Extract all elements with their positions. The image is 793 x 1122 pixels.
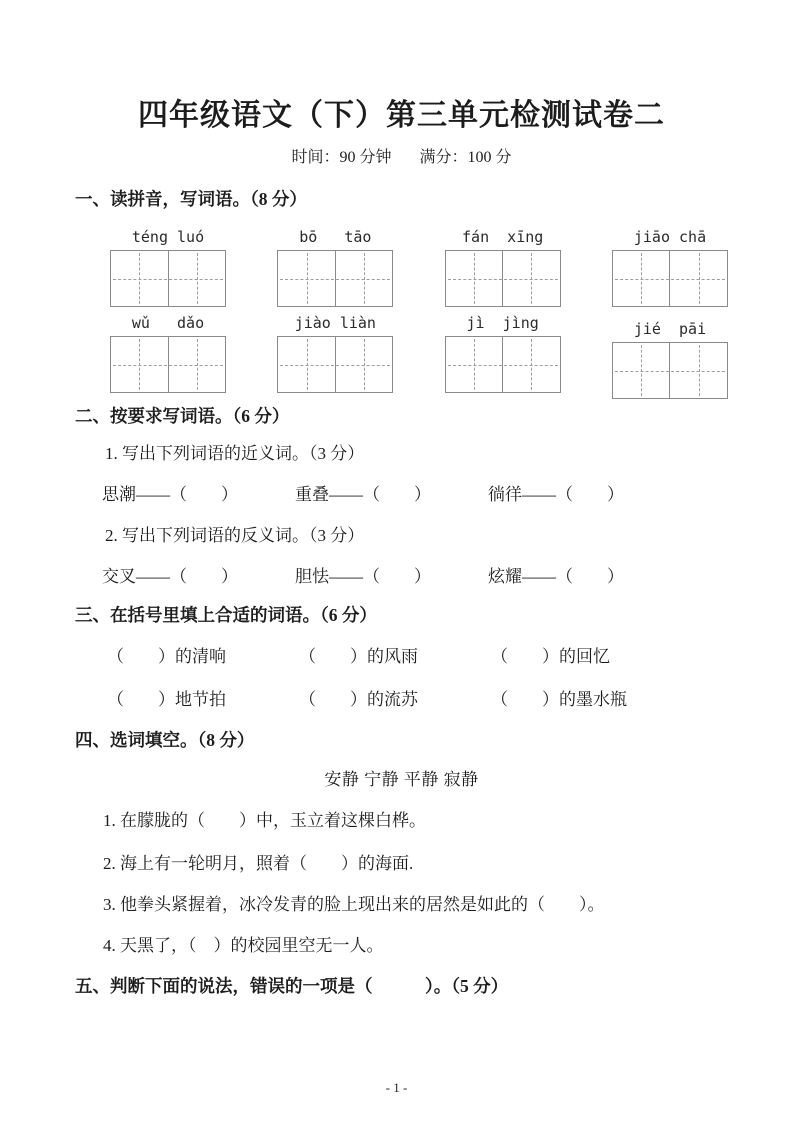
antonym-blank: 胆怯——（ ） [295,567,431,586]
phrase-line-2 [107,688,728,711]
writing-box [612,342,728,399]
writing-box [277,250,393,307]
writing-box [445,336,561,393]
writing-box [612,250,728,307]
synonym-line [102,483,728,506]
page-title: 四年级语文（下）第三单元检测试卷二 [138,99,665,132]
writing-box [277,336,393,393]
page-number: - 1 - [385,1080,408,1095]
fill-item-4: 4. 天黑了，（ ）的校园里空无一人。 [103,936,384,955]
grid-midline [615,371,725,372]
section5-heading: 五、判断下面的说法，错误的一项是（ ）。（5 分） [75,976,509,996]
phrase-blank: （ ）的回忆 [491,647,610,666]
grid-midline [615,279,725,280]
time-limit-label: 时间：90 分钟 [291,149,392,166]
grid-midline [280,365,390,366]
phrase-line-1 [107,645,728,668]
phrase-blank: （ ）的清响 [107,647,226,666]
fill-item-1: 1. 在朦胧的（ ）中，玉立着这棵白桦。 [103,811,426,830]
synonym-blank: 重叠——（ ） [295,485,431,504]
writing-box [110,250,226,307]
phrase-blank: （ ）地节拍 [107,690,226,709]
writing-box [445,250,561,307]
grid-midline [280,279,390,280]
pinyin-label: fán xīng [462,228,544,246]
word-bank: 安静 宁静 平静 寂静 [324,770,479,789]
exam-meta [75,147,728,168]
pinyin-row-2 [110,313,728,393]
grid-midline [448,365,558,366]
pinyin-label: téng luó [131,228,205,246]
section2-heading: 二、按要求写词语。（6 分） [75,406,290,426]
antonym-line [102,565,728,588]
pinyin-label: bō tāo [299,228,372,246]
pinyin-label: wǔ dǎo [131,314,205,332]
grid-midline [113,279,223,280]
pinyin-unit [612,227,728,307]
pinyin-label: jiào liàn [294,314,376,332]
pinyin-unit [612,319,728,399]
phrase-blank: （ ）的流苏 [299,690,418,709]
fill-item-3: 3. 他拳头紧握着，冰冷发青的脸上现出来的居然是如此的（ ）。 [103,895,605,914]
synonym-blank: 思潮——（ ） [102,485,238,504]
section1-heading: 一、读拼音，写词语。（8 分） [75,189,307,209]
pinyin-label: jì jìng [466,314,539,332]
pinyin-unit [110,313,226,393]
section4-heading: 四、选词填空。（8 分） [75,730,255,750]
pinyin-row-1 [110,227,728,307]
synonym-blank: 徜徉——（ ） [488,485,624,504]
pinyin-unit [277,227,393,307]
phrase-blank: （ ）的风雨 [299,647,418,666]
pinyin-unit [110,227,226,307]
grid-midline [448,279,558,280]
antonym-blank: 炫耀——（ ） [488,567,624,586]
section3-heading: 三、在括号里填上合适的词语。（6 分） [75,605,377,625]
fill-item-2: 2. 海上有一轮明月，照着（ ）的海面. [103,854,414,873]
pinyin-label: jiāo chā [633,228,707,246]
antonym-blank: 交叉——（ ） [102,567,238,586]
pinyin-unit [445,313,561,393]
full-score-label: 满分：100 分 [419,149,512,166]
pinyin-label: jié pāi [633,320,707,338]
grid-midline [113,365,223,366]
pinyin-unit [277,313,393,393]
phrase-blank: （ ）的墨水瓶 [491,690,627,709]
section2-subitem-2: 2. 写出下列词语的反义词。（3 分） [105,526,365,545]
section2-subitem-1: 1. 写出下列词语的近义词。（3 分） [105,444,365,463]
writing-box [110,336,226,393]
pinyin-unit [445,227,561,307]
